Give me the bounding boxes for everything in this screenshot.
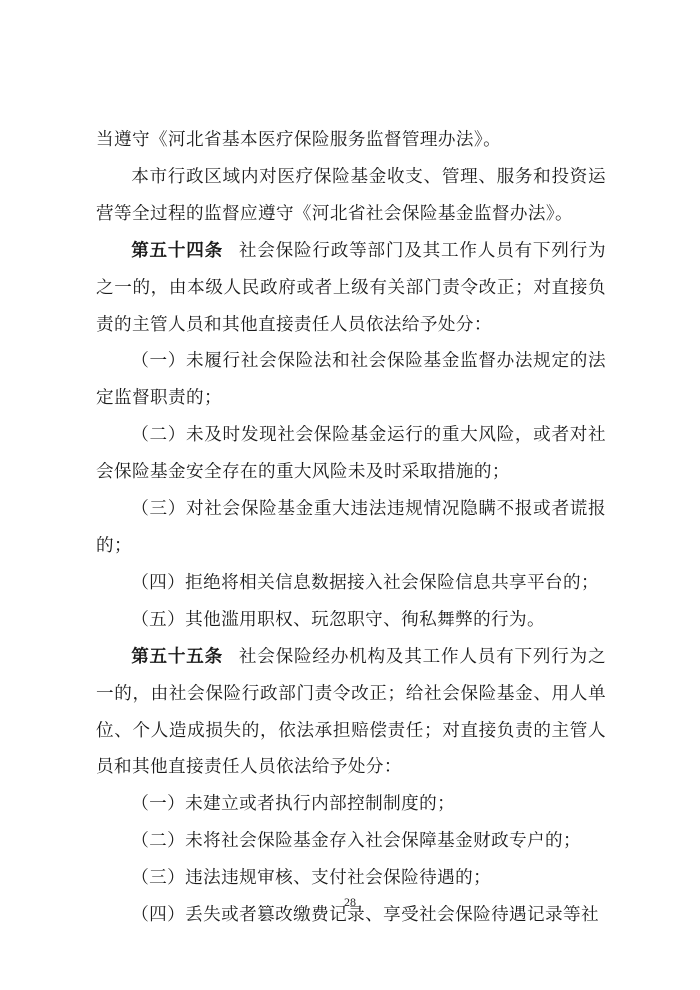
paragraph-text: （一）未建立或者执行内部控制制度的； bbox=[131, 794, 456, 815]
paragraph-text: 本市行政区域内对医疗保险基金收支、管理、服务和投资运营等全过程的监督应遵守《河北省社会保险基金监督办法》。 bbox=[96, 166, 606, 224]
paragraph-text: 社会保险行政等部门及其工作人员有下列行为之一的，由本级人民政府或者上级有关部门责令改正；对直接负责的主管人员和其他直接责任人员依法给予处分： bbox=[96, 240, 606, 335]
paragraph-text: （四）拒绝将相关信息数据接入社会保险信息共享平台的； bbox=[131, 572, 600, 593]
list-item bbox=[96, 602, 606, 639]
paragraph-text: （四）丢失或者篡改缴费记录、享受社会保险待遇记录等社 bbox=[131, 905, 600, 926]
paragraph-text: （三）对社会保险基金重大违法违规情况隐瞒不报或者谎报的； bbox=[96, 499, 606, 556]
paragraph-continuation bbox=[96, 122, 606, 159]
list-item bbox=[96, 417, 606, 491]
list-item bbox=[96, 860, 606, 897]
list-item bbox=[96, 565, 606, 602]
list-item bbox=[96, 786, 606, 823]
document-body bbox=[96, 122, 606, 934]
article-55 bbox=[96, 639, 606, 787]
paragraph-text: （二）未将社会保险基金存入社会保障基金财政专户的； bbox=[131, 831, 582, 852]
article-54 bbox=[96, 233, 606, 344]
page-number: 28 bbox=[344, 895, 356, 909]
list-item bbox=[96, 491, 606, 565]
paragraph-text: 社会保险经办机构及其工作人员有下列行为之一的，由社会保险行政部门责令改正；给社会保险基金、用人单位、个人造成损失的，依法承担赔偿责任；对直接负责的主管人员和其他直接责任人员依法给予处分： bbox=[96, 646, 606, 778]
list-item bbox=[96, 823, 606, 860]
paragraph-text: （一）未履行社会保险法和社会保险基金监督办法规定的法定监督职责的； bbox=[96, 351, 606, 409]
paragraph-text: （二）未及时发现社会保险基金运行的重大风险，或者对社会保险基金安全存在的重大风险未及时采取措施的； bbox=[96, 425, 606, 483]
paragraph-text: 当遵守《河北省基本医疗保险服务监督管理办法》。 bbox=[96, 130, 502, 150]
paragraph bbox=[96, 159, 606, 233]
list-item bbox=[96, 343, 606, 417]
paragraph-text: （三）违法违规审核、支付社会保险待遇的； bbox=[131, 868, 492, 889]
article-heading: 第五十四条 bbox=[131, 240, 224, 261]
paragraph-text: （五）其他滥用职权、玩忽职守、徇私舞弊的行为。 bbox=[131, 609, 546, 630]
article-heading: 第五十五条 bbox=[131, 646, 224, 667]
